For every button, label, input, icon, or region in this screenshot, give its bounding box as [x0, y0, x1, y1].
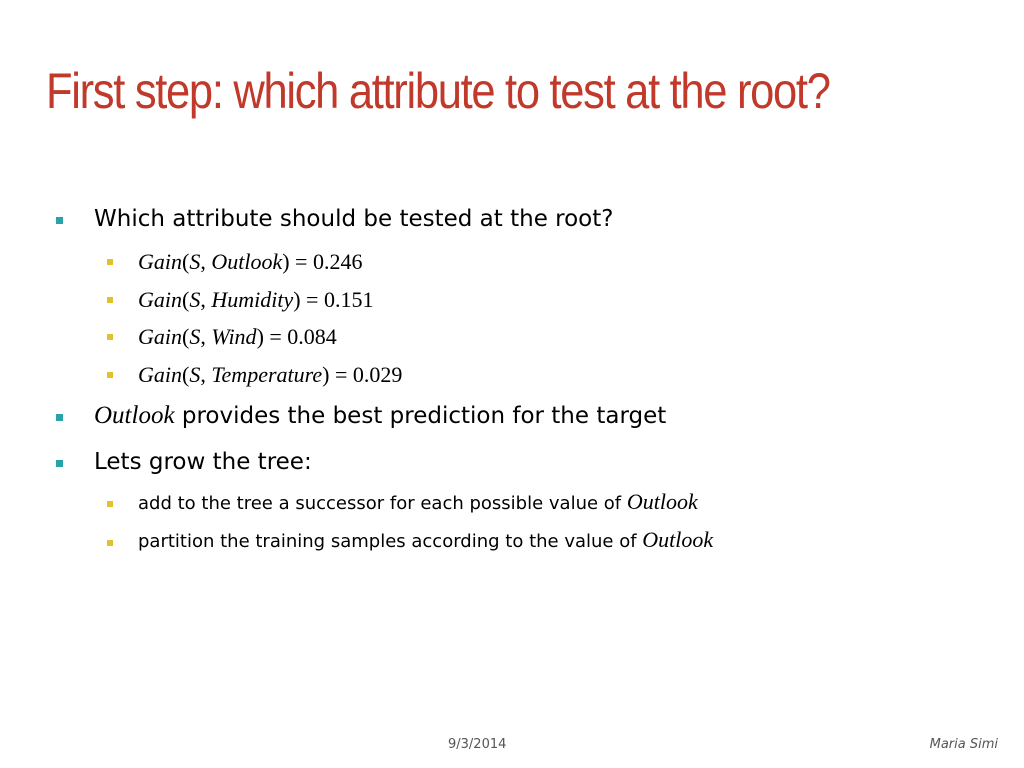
slide-title: First step: which attribute to test at the root? — [46, 63, 830, 119]
gain-humidity: Gain(S, Humidity) = 0.151 — [138, 287, 374, 312]
gain-temperature: Gain(S, Temperature) = 0.029 — [138, 362, 403, 387]
bullet-marker — [56, 414, 63, 421]
sub-bullet-marker — [107, 259, 113, 265]
gain-wind: Gain(S, Wind) = 0.084 — [138, 324, 337, 349]
footer-author: Maria Simi — [929, 737, 998, 752]
bullet-root-question: Which attribute should be tested at the root? — [94, 206, 614, 232]
footer-date: 9/3/2014 — [448, 737, 507, 752]
bullet-grow-tree: Lets grow the tree: — [94, 449, 312, 475]
bullet-best-prediction: Outlook provides the best prediction for the target — [94, 402, 667, 429]
sub-bullet-marker — [107, 372, 113, 378]
grow-item-partition: partition the training samples according to the value of Outlook — [138, 527, 714, 552]
sub-bullet-marker — [107, 501, 113, 507]
sub-bullet-marker — [107, 297, 113, 303]
bullet-marker — [56, 217, 63, 224]
sub-bullet-marker — [107, 540, 113, 546]
sub-bullet-marker — [107, 334, 113, 340]
grow-item-successor: add to the tree a successor for each possible value of Outlook — [138, 489, 698, 514]
bullet-marker — [56, 460, 63, 467]
gain-outlook: Gain(S, Outlook) = 0.246 — [138, 249, 363, 274]
